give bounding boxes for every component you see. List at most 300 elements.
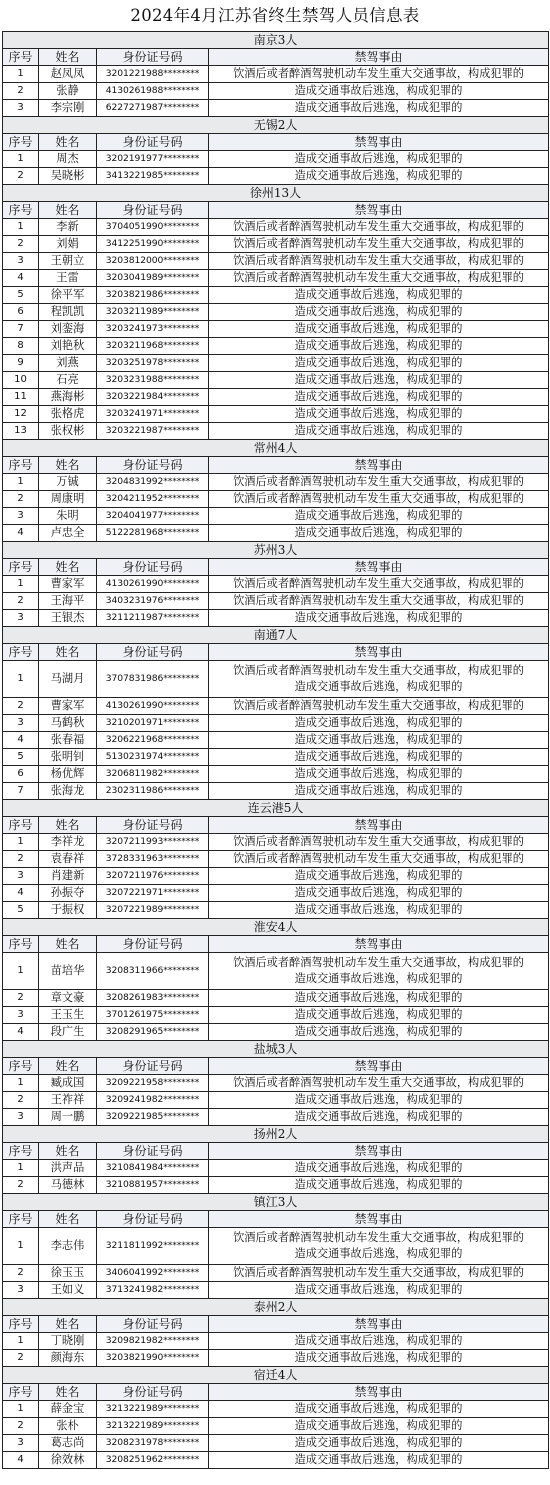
name-cell: 王朝立: [39, 253, 97, 270]
seq-cell: 1: [3, 953, 39, 990]
header-reason: 禁驾事由: [209, 49, 549, 66]
table-row: [3, 406, 549, 423]
seq-cell: 1: [3, 219, 39, 236]
id-cell: 3203041989********: [97, 270, 209, 287]
seq-cell: 4: [3, 525, 39, 542]
table-row: [3, 1177, 549, 1194]
seq-cell: 1: [3, 1333, 39, 1350]
header-id: 身份证号码: [97, 202, 209, 219]
reason-cell: 造成交通事故后逃逸，构成犯罪的: [209, 610, 549, 627]
seq-cell: 2: [3, 990, 39, 1007]
table-row: [3, 1418, 549, 1435]
header-id: 身份证号码: [97, 817, 209, 834]
seq-cell: 12: [3, 406, 39, 423]
name-cell: 刘銮海: [39, 321, 97, 338]
seq-cell: 3: [3, 1007, 39, 1024]
reason-line: 饮酒后或者醉酒驾驶机动车发生重大交通事故，构成犯罪的: [233, 956, 524, 969]
name-cell: 苗培华: [39, 953, 97, 990]
header-row: [3, 457, 549, 474]
header-row: [3, 202, 549, 219]
seq-cell: 2: [3, 83, 39, 100]
seq-cell: 1: [3, 474, 39, 491]
id-cell: 3204831992********: [97, 474, 209, 491]
reason-cell: 造成交通事故后逃逸，构成犯罪的: [209, 287, 549, 304]
table-row: [3, 372, 549, 389]
table-row: [3, 151, 549, 168]
reason-cell: 造成交通事故后逃逸，构成犯罪的: [209, 1452, 549, 1469]
id-cell: 3207211976********: [97, 868, 209, 885]
name-cell: 石亮: [39, 372, 97, 389]
header-seq: 序号: [3, 559, 39, 576]
reason-cell: 饮酒后或者醉酒驾驶机动车发生重大交通事故，构成犯罪的: [209, 576, 549, 593]
id-cell: 3213221989********: [97, 1401, 209, 1418]
name-cell: 张格虎: [39, 406, 97, 423]
table-row: [3, 508, 549, 525]
name-cell: 张海龙: [39, 783, 97, 800]
header-name: 姓名: [39, 817, 97, 834]
table-row: [3, 1265, 549, 1282]
table-row: [3, 868, 549, 885]
table-row: [3, 321, 549, 338]
reason-cell: 造成交通事故后逃逸，构成犯罪的: [209, 338, 549, 355]
reason-cell: 造成交通事故后逃逸，构成犯罪的: [209, 783, 549, 800]
seq-cell: 1: [3, 661, 39, 698]
table-row: [3, 1024, 549, 1041]
section-title: 盐城3人: [3, 1041, 549, 1058]
reason-cell: [209, 661, 549, 698]
table-row: [3, 389, 549, 406]
reason-line: 饮酒后或者醉酒驾驶机动车发生重大交通事故，构成犯罪的: [233, 1231, 524, 1244]
seq-cell: 1: [3, 1160, 39, 1177]
name-cell: 于振权: [39, 902, 97, 919]
name-cell: 张明钊: [39, 749, 97, 766]
section-title-row: [3, 919, 549, 936]
table-row: [3, 236, 549, 253]
header-row: [3, 817, 549, 834]
header-row: [3, 1211, 549, 1228]
header-id: 身份证号码: [97, 936, 209, 953]
id-cell: 4130261988********: [97, 83, 209, 100]
seq-cell: 3: [3, 1109, 39, 1126]
reason-cell: 造成交通事故后逃逸，构成犯罪的: [209, 868, 549, 885]
header-reason: 禁驾事由: [209, 1211, 549, 1228]
header-reason: 禁驾事由: [209, 644, 549, 661]
seq-cell: 2: [3, 491, 39, 508]
reason-cell: 造成交通事故后逃逸，构成犯罪的: [209, 902, 549, 919]
id-cell: 3728331963********: [97, 851, 209, 868]
header-seq: 序号: [3, 936, 39, 953]
table-row: [3, 783, 549, 800]
name-cell: 袁春祥: [39, 851, 97, 868]
header-reason: 禁驾事由: [209, 817, 549, 834]
section-title-row: [3, 117, 549, 134]
reason-cell: 造成交通事故后逃逸，构成犯罪的: [209, 1109, 549, 1126]
header-id: 身份证号码: [97, 1384, 209, 1401]
header-id: 身份证号码: [97, 1211, 209, 1228]
header-id: 身份证号码: [97, 1316, 209, 1333]
header-reason: 禁驾事由: [209, 1316, 549, 1333]
header-name: 姓名: [39, 1058, 97, 1075]
section-title: 宿迁4人: [3, 1367, 549, 1384]
id-cell: 3208291965********: [97, 1024, 209, 1041]
header-reason: 禁驾事由: [209, 457, 549, 474]
table-row: [3, 610, 549, 627]
name-cell: 刘燕: [39, 355, 97, 372]
name-cell: 徐效林: [39, 1452, 97, 1469]
header-seq: 序号: [3, 457, 39, 474]
section-title: 泰州2人: [3, 1299, 549, 1316]
id-cell: 3202191977********: [97, 151, 209, 168]
name-cell: 肖建新: [39, 868, 97, 885]
name-cell: 薛金宝: [39, 1401, 97, 1418]
seq-cell: 5: [3, 902, 39, 919]
id-cell: 3210841984********: [97, 1160, 209, 1177]
section-title-row: [3, 1194, 549, 1211]
name-cell: 周康明: [39, 491, 97, 508]
reason-line: 饮酒后或者醉酒驾驶机动车发生重大交通事故，构成犯罪的: [233, 664, 524, 677]
section-title-row: [3, 800, 549, 817]
header-seq: 序号: [3, 1211, 39, 1228]
table-row: [3, 83, 549, 100]
header-reason: 禁驾事由: [209, 1384, 549, 1401]
section-title: 无锡2人: [3, 117, 549, 134]
header-seq: 序号: [3, 1316, 39, 1333]
seq-cell: 1: [3, 1401, 39, 1418]
header-id: 身份证号码: [97, 559, 209, 576]
section-title-row: [3, 1126, 549, 1143]
id-cell: 3713241982********: [97, 1282, 209, 1299]
header-id: 身份证号码: [97, 49, 209, 66]
name-cell: 王银杰: [39, 610, 97, 627]
seq-cell: 3: [3, 253, 39, 270]
id-cell: 3203251978********: [97, 355, 209, 372]
section-title-row: [3, 185, 549, 202]
section-title-row: [3, 1041, 549, 1058]
table-row: [3, 355, 549, 372]
table-row: [3, 766, 549, 783]
header-seq: 序号: [3, 1058, 39, 1075]
section-title-row: [3, 440, 549, 457]
reason-cell: 饮酒后或者醉酒驾驶机动车发生重大交通事故，构成犯罪的: [209, 851, 549, 868]
table-row: [3, 953, 549, 990]
header-row: [3, 559, 549, 576]
reason-cell: 饮酒后或者醉酒驾驶机动车发生重大交通事故，构成犯罪的: [209, 66, 549, 83]
id-cell: 5122281968********: [97, 525, 209, 542]
reason-cell: 造成交通事故后逃逸，构成犯罪的: [209, 1435, 549, 1452]
id-cell: 2302311986********: [97, 783, 209, 800]
id-cell: 3707831986********: [97, 661, 209, 698]
header-seq: 序号: [3, 134, 39, 151]
reason-cell: 造成交通事故后逃逸，构成犯罪的: [209, 151, 549, 168]
id-cell: 6227271987********: [97, 100, 209, 117]
reason-cell: 饮酒后或者醉酒驾驶机动车发生重大交通事故，构成犯罪的: [209, 593, 549, 610]
name-cell: 李志伟: [39, 1228, 97, 1265]
table-row: [3, 168, 549, 185]
header-name: 姓名: [39, 1384, 97, 1401]
reason-cell: 造成交通事故后逃逸，构成犯罪的: [209, 423, 549, 440]
table-row: [3, 834, 549, 851]
id-cell: 3203221984********: [97, 389, 209, 406]
reason-cell: [209, 1228, 549, 1265]
header-id: 身份证号码: [97, 1058, 209, 1075]
reason-cell: 造成交通事故后逃逸，构成犯罪的: [209, 1350, 549, 1367]
name-cell: 赵凤凤: [39, 66, 97, 83]
table-row: [3, 66, 549, 83]
table-row: [3, 576, 549, 593]
reason-line: 造成交通事故后逃逸，构成犯罪的: [294, 680, 463, 693]
id-cell: 3203821990********: [97, 1350, 209, 1367]
table-row: [3, 732, 549, 749]
header-row: [3, 49, 549, 66]
name-cell: 刘娟: [39, 236, 97, 253]
name-cell: 葛志尚: [39, 1435, 97, 1452]
table-row: [3, 338, 549, 355]
table-row: [3, 423, 549, 440]
table-row: [3, 287, 549, 304]
reason-line: 造成交通事故后逃逸，构成犯罪的: [294, 1247, 463, 1260]
id-cell: 3206221968********: [97, 732, 209, 749]
reason-cell: 饮酒后或者醉酒驾驶机动车发生重大交通事故，构成犯罪的: [209, 834, 549, 851]
header-name: 姓名: [39, 1143, 97, 1160]
table-row: [3, 1282, 549, 1299]
table-row: [3, 1160, 549, 1177]
section-title: 徐州13人: [3, 185, 549, 202]
header-row: [3, 1384, 549, 1401]
id-cell: 5130231974********: [97, 749, 209, 766]
reason-cell: 饮酒后或者醉酒驾驶机动车发生重大交通事故，构成犯罪的: [209, 1265, 549, 1282]
section-title: 南通7人: [3, 627, 549, 644]
header-reason: 禁驾事由: [209, 1058, 549, 1075]
reason-cell: [209, 953, 549, 990]
table-row: [3, 715, 549, 732]
header-name: 姓名: [39, 457, 97, 474]
id-cell: 3203221987********: [97, 423, 209, 440]
table-row: [3, 1435, 549, 1452]
page-title: 2024年4月江苏省终生禁驾人员信息表: [130, 6, 420, 25]
name-cell: 张静: [39, 83, 97, 100]
name-cell: 章文豪: [39, 990, 97, 1007]
header-row: [3, 1058, 549, 1075]
seq-cell: 3: [3, 868, 39, 885]
id-cell: 3201221988********: [97, 66, 209, 83]
reason-cell: 造成交通事故后逃逸，构成犯罪的: [209, 1333, 549, 1350]
header-row: [3, 936, 549, 953]
id-cell: 3412251990********: [97, 236, 209, 253]
seq-cell: 2: [3, 1350, 39, 1367]
name-cell: 周一鹏: [39, 1109, 97, 1126]
section-title-row: [3, 627, 549, 644]
id-cell: 3203812000********: [97, 253, 209, 270]
header-row: [3, 1316, 549, 1333]
header-name: 姓名: [39, 202, 97, 219]
seq-cell: 1: [3, 576, 39, 593]
reason-cell: 饮酒后或者醉酒驾驶机动车发生重大交通事故，构成犯罪的: [209, 1075, 549, 1092]
id-cell: 3203821986********: [97, 287, 209, 304]
name-cell: 万铖: [39, 474, 97, 491]
table-row: [3, 1350, 549, 1367]
name-cell: 段广生: [39, 1024, 97, 1041]
name-cell: 刘艳秋: [39, 338, 97, 355]
seq-cell: 1: [3, 151, 39, 168]
seq-cell: 1: [3, 1075, 39, 1092]
reason-cell: 造成交通事故后逃逸，构成犯罪的: [209, 321, 549, 338]
reason-cell: 造成交通事故后逃逸，构成犯罪的: [209, 990, 549, 1007]
header-name: 姓名: [39, 644, 97, 661]
header-reason: 禁驾事由: [209, 559, 549, 576]
name-cell: 马鹤秋: [39, 715, 97, 732]
seq-cell: 3: [3, 715, 39, 732]
section-title-row: [3, 1299, 549, 1316]
section-title: 南京3人: [3, 32, 549, 49]
table-row: [3, 851, 549, 868]
name-cell: 王雷: [39, 270, 97, 287]
name-cell: 王如义: [39, 1282, 97, 1299]
name-cell: 孙振夺: [39, 885, 97, 902]
header-seq: 序号: [3, 202, 39, 219]
reason-cell: 造成交通事故后逃逸，构成犯罪的: [209, 1007, 549, 1024]
table-row: [3, 661, 549, 698]
reason-cell: 造成交通事故后逃逸，构成犯罪的: [209, 355, 549, 372]
reason-cell: 造成交通事故后逃逸，构成犯罪的: [209, 525, 549, 542]
id-cell: 3209821982********: [97, 1333, 209, 1350]
seq-cell: 4: [3, 1452, 39, 1469]
table-row: [3, 902, 549, 919]
id-cell: 3209241982********: [97, 1092, 209, 1109]
table-row: [3, 990, 549, 1007]
header-name: 姓名: [39, 1211, 97, 1228]
seq-cell: 7: [3, 783, 39, 800]
reason-cell: 造成交通事故后逃逸，构成犯罪的: [209, 1177, 549, 1194]
name-cell: 徐平军: [39, 287, 97, 304]
seq-cell: 2: [3, 593, 39, 610]
reason-cell: 造成交通事故后逃逸，构成犯罪的: [209, 304, 549, 321]
seq-cell: 5: [3, 749, 39, 766]
reason-cell: 造成交通事故后逃逸，构成犯罪的: [209, 1092, 549, 1109]
header-row: [3, 644, 549, 661]
name-cell: 臧成国: [39, 1075, 97, 1092]
table-row: [3, 219, 549, 236]
header-row: [3, 1143, 549, 1160]
table-row: [3, 304, 549, 321]
name-cell: 王海平: [39, 593, 97, 610]
table-row: [3, 1228, 549, 1265]
seq-cell: 2: [3, 698, 39, 715]
header-id: 身份证号码: [97, 1143, 209, 1160]
reason-cell: 饮酒后或者醉酒驾驶机动车发生重大交通事故，构成犯罪的: [209, 491, 549, 508]
table-row: [3, 1109, 549, 1126]
id-cell: 3211811992********: [97, 1228, 209, 1265]
seq-cell: 1: [3, 66, 39, 83]
id-cell: 3207221971********: [97, 885, 209, 902]
name-cell: 曹家军: [39, 698, 97, 715]
seq-cell: 3: [3, 610, 39, 627]
header-id: 身份证号码: [97, 134, 209, 151]
name-cell: 马湖月: [39, 661, 97, 698]
name-cell: 李祥龙: [39, 834, 97, 851]
seq-cell: 8: [3, 338, 39, 355]
seq-cell: 3: [3, 508, 39, 525]
id-cell: 3208311966********: [97, 953, 209, 990]
id-cell: 3210201971********: [97, 715, 209, 732]
id-cell: 3206811982********: [97, 766, 209, 783]
header-seq: 序号: [3, 644, 39, 661]
id-cell: 3406041992********: [97, 1265, 209, 1282]
table-row: [3, 1007, 549, 1024]
seq-cell: 4: [3, 732, 39, 749]
ban-table: [2, 31, 549, 1469]
name-cell: 王祚祥: [39, 1092, 97, 1109]
id-cell: 3209221958********: [97, 1075, 209, 1092]
reason-cell: 造成交通事故后逃逸，构成犯罪的: [209, 1160, 549, 1177]
seq-cell: 3: [3, 1435, 39, 1452]
id-cell: 3213221989********: [97, 1418, 209, 1435]
header-seq: 序号: [3, 1143, 39, 1160]
name-cell: 李新: [39, 219, 97, 236]
seq-cell: 3: [3, 1282, 39, 1299]
name-cell: 徐玉玉: [39, 1265, 97, 1282]
header-reason: 禁驾事由: [209, 936, 549, 953]
id-cell: 3204041977********: [97, 508, 209, 525]
section-title: 扬州2人: [3, 1126, 549, 1143]
section-title-row: [3, 32, 549, 49]
seq-cell: 6: [3, 766, 39, 783]
header-seq: 序号: [3, 817, 39, 834]
header-reason: 禁驾事由: [209, 202, 549, 219]
id-cell: 3203211989********: [97, 304, 209, 321]
reason-cell: 饮酒后或者醉酒驾驶机动车发生重大交通事故，构成犯罪的: [209, 253, 549, 270]
header-id: 身份证号码: [97, 457, 209, 474]
name-cell: 吴晓彬: [39, 168, 97, 185]
id-cell: 3203241973********: [97, 321, 209, 338]
table-row: [3, 1401, 549, 1418]
reason-cell: 造成交通事故后逃逸，构成犯罪的: [209, 885, 549, 902]
header-name: 姓名: [39, 134, 97, 151]
section-title: 常州4人: [3, 440, 549, 457]
table-row: [3, 1333, 549, 1350]
id-cell: 3208261983********: [97, 990, 209, 1007]
seq-cell: 4: [3, 270, 39, 287]
header-row: [3, 134, 549, 151]
name-cell: 周杰: [39, 151, 97, 168]
header-reason: 禁驾事由: [209, 1143, 549, 1160]
header-reason: 禁驾事由: [209, 134, 549, 151]
seq-cell: 2: [3, 851, 39, 868]
seq-cell: 1: [3, 1228, 39, 1265]
seq-cell: 4: [3, 885, 39, 902]
seq-cell: 2: [3, 1265, 39, 1282]
section-title: 淮安4人: [3, 919, 549, 936]
document-sheet: [2, 0, 548, 1469]
reason-cell: 造成交通事故后逃逸，构成犯罪的: [209, 732, 549, 749]
reason-cell: 饮酒后或者醉酒驾驶机动车发生重大交通事故，构成犯罪的: [209, 698, 549, 715]
section-title: 镇江3人: [3, 1194, 549, 1211]
seq-cell: 2: [3, 1418, 39, 1435]
table-row: [3, 253, 549, 270]
name-cell: 张春福: [39, 732, 97, 749]
id-cell: 3207211993********: [97, 834, 209, 851]
reason-cell: 造成交通事故后逃逸，构成犯罪的: [209, 389, 549, 406]
reason-cell: 造成交通事故后逃逸，构成犯罪的: [209, 100, 549, 117]
reason-cell: 造成交通事故后逃逸，构成犯罪的: [209, 766, 549, 783]
table-row: [3, 885, 549, 902]
seq-cell: 2: [3, 1092, 39, 1109]
name-cell: 程凯凯: [39, 304, 97, 321]
table-row: [3, 100, 549, 117]
reason-cell: 造成交通事故后逃逸，构成犯罪的: [209, 406, 549, 423]
reason-cell: 造成交通事故后逃逸，构成犯罪的: [209, 83, 549, 100]
id-cell: 3207221989********: [97, 902, 209, 919]
seq-cell: 9: [3, 355, 39, 372]
